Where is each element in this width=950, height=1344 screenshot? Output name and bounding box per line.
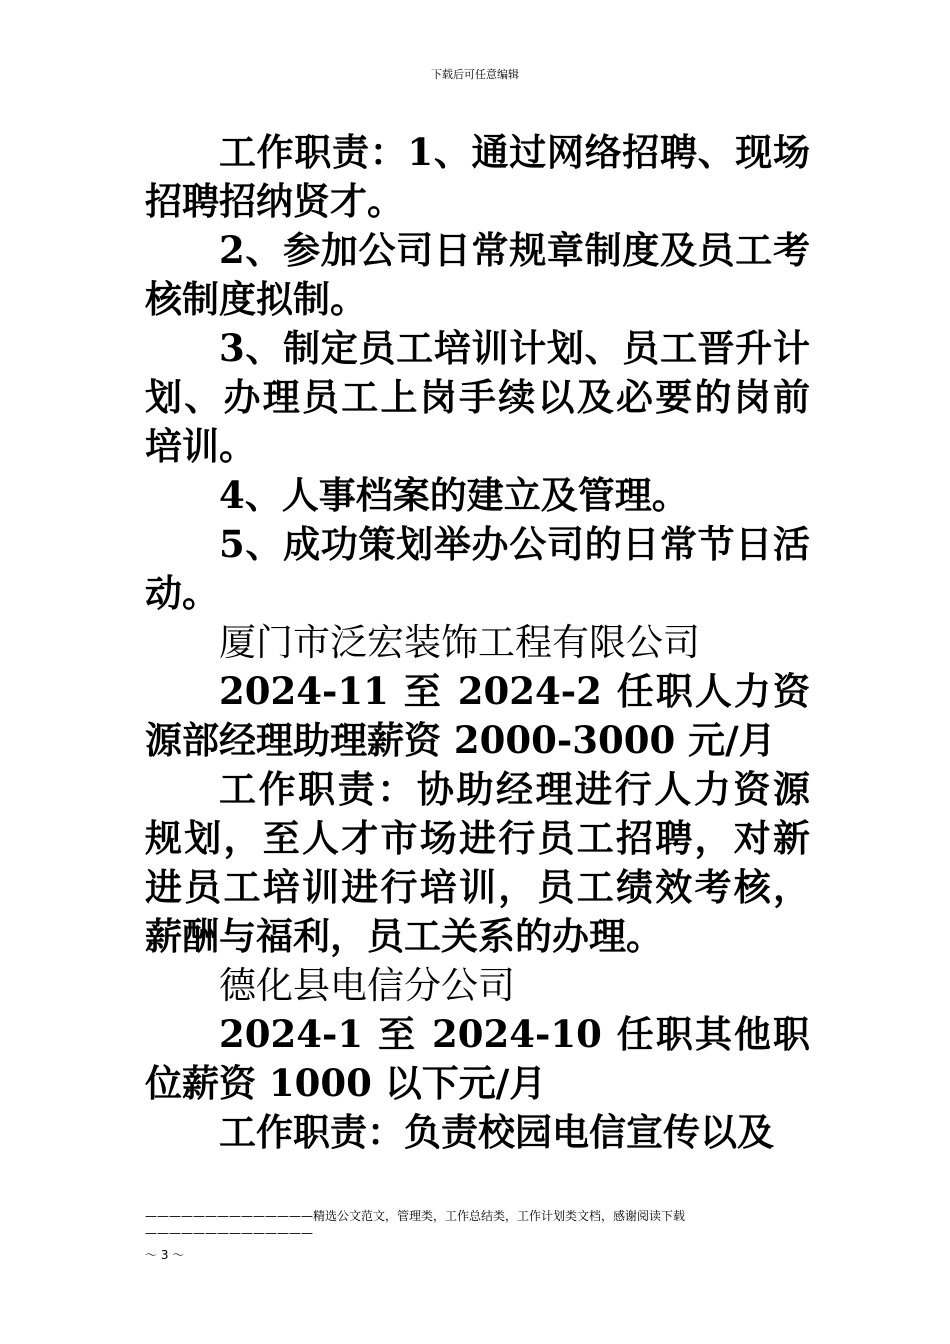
body-paragraph: 工作职责：负责校园电信宣传以及 [219,1110,774,1154]
company-name: 德化县电信分公司 [219,964,515,1007]
body-paragraph: 5、成功策划举办公司的日常节日活动。 [145,522,810,615]
document-body [145,128,810,1157]
body-paragraph: 工作职责：1、通过网络招聘、现场招聘招纳贤才。 [145,130,810,223]
body-paragraph: 3、制定员工培训计划、员工晋升计划、办理员工上岗手续以及必要的岗前培训。 [145,326,810,468]
employment-period: 2024-11 至 2024-2 任职人力资源部经理助理薪资 2000-3000 元/月 [145,669,810,762]
body-paragraph: 4、人事档案的建立及管理。 [219,473,689,517]
employment-period: 2024-1 至 2024-10 任职其他职位薪资 1000 以下元/月 [145,1012,810,1105]
body-paragraph: 工作职责：协助经理进行人力资源规划，至人才市场进行员工招聘，对新进员工培训进行培训，员工绩效考核，薪酬与福利，员工关系的办理。 [145,767,810,958]
page-header: 下载后可任意编辑 [431,68,519,81]
page-number: ～ 3 ～ [145,1248,185,1262]
page-footer: ——————————————精选公文范文，管理类，工作总结类，工作计划类文档，感谢阅读下载—————————————— [145,1209,686,1240]
body-paragraph: 2、参加公司日常规章制度及员工考核制度拟制。 [145,228,810,321]
company-name: 厦门市泛宏装饰工程有限公司 [219,621,700,664]
